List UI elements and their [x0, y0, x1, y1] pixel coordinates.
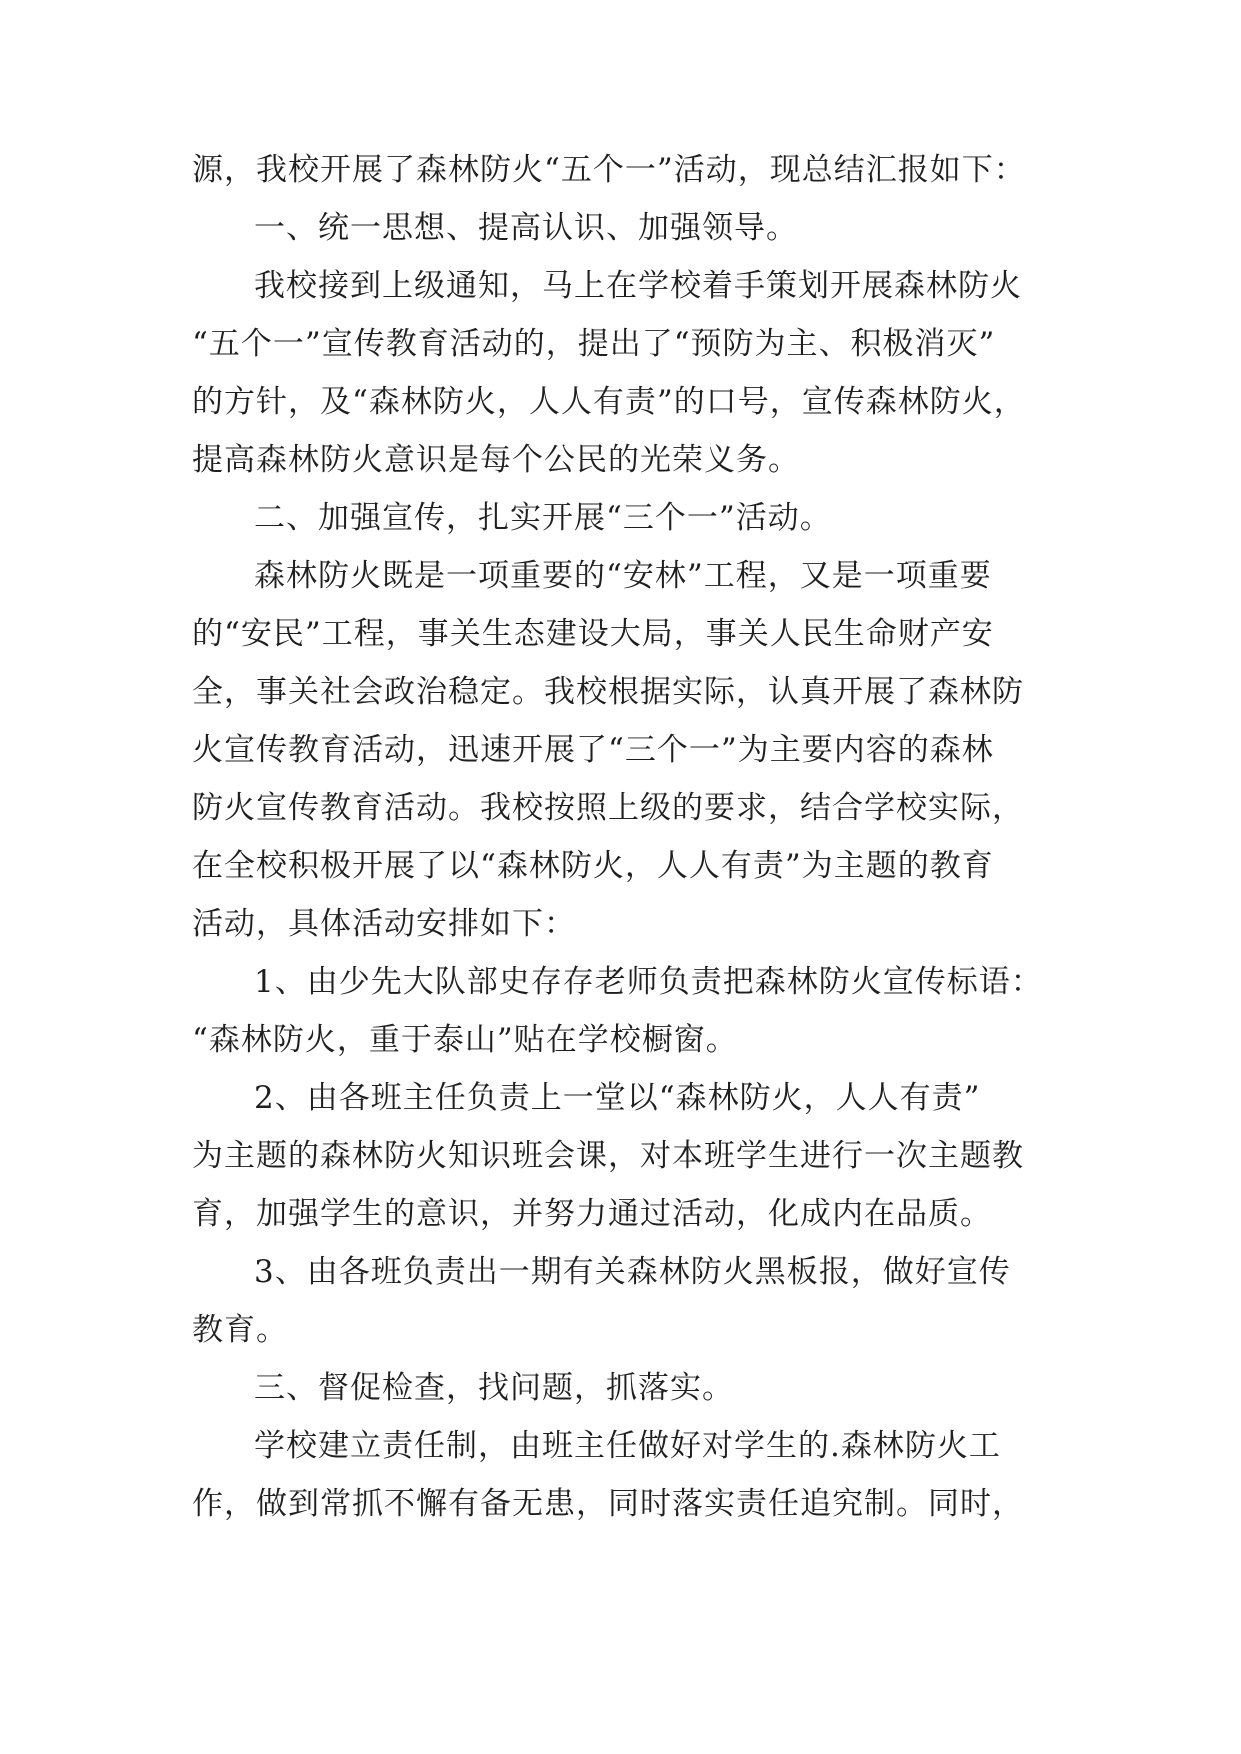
text-line: 火宣传教育活动，迅速开展了“三个一”为主要内容的森林 [192, 732, 994, 768]
text-line: 防火宣传教育活动。我校按照上级的要求，结合学校实际， [192, 790, 1024, 826]
text-line: 活动，具体活动安排如下： [192, 906, 576, 942]
section-heading: 一、统一思想、提高认识、加强领导。 [254, 210, 798, 246]
text-line: 源，我校开展了森林防火“五个一”活动，现总结汇报如下： [192, 152, 1026, 188]
list-item: 1、由少先大队部史存存老师负责把森林防火宣传标语： [254, 964, 1043, 1000]
text-line: 我校接到上级通知，马上在学校着手策划开展森林防火 [254, 268, 1022, 304]
text-line: 为主题的森林防火知识班会课，对本班学生进行一次主题教 [192, 1138, 1024, 1174]
section-heading: 二、加强宣传，扎实开展“三个一”活动。 [254, 500, 832, 536]
text-line: “五个一”宣传教育活动的，提出了“预防为主、积极消灭” [192, 326, 996, 362]
text-line: “森林防火，重于泰山”贴在学校橱窗。 [192, 1022, 738, 1058]
text-line: 作，做到常抓不懈有备无患，同时落实责任追究制。同时， [192, 1486, 1024, 1522]
text-line: 全，事关社会政治稳定。我校根据实际，认真开展了森林防 [192, 674, 1024, 710]
text-line: 森林防火既是一项重要的“安林”工程，又是一项重要 [254, 558, 992, 594]
text-line: 教育。 [192, 1312, 288, 1348]
text-line: 的方针，及“森林防火，人人有责”的口号，宣传森林防火， [192, 384, 1026, 420]
text-line: 的“安民”工程，事关生态建设大局，事关人民生命财产安 [192, 616, 994, 652]
list-item: 2、由各班主任负责上一堂以“森林防火，人人有责” [254, 1080, 981, 1116]
text-line: 提高森林防火意识是每个公民的光荣义务。 [192, 442, 800, 478]
list-item: 3、由各班负责出一期有关森林防火黑板报，做好宣传 [254, 1254, 1011, 1290]
text-line: 学校建立责任制，由班主任做好对学生的.森林防火工 [254, 1428, 1001, 1464]
text-line: 在全校积极开展了以“森林防火，人人有责”为主题的教育 [192, 848, 994, 884]
section-heading: 三、督促检查，找问题，抓落实。 [254, 1370, 734, 1406]
text-line: 育，加强学生的意识，并努力通过活动，化成内在品质。 [192, 1196, 992, 1232]
